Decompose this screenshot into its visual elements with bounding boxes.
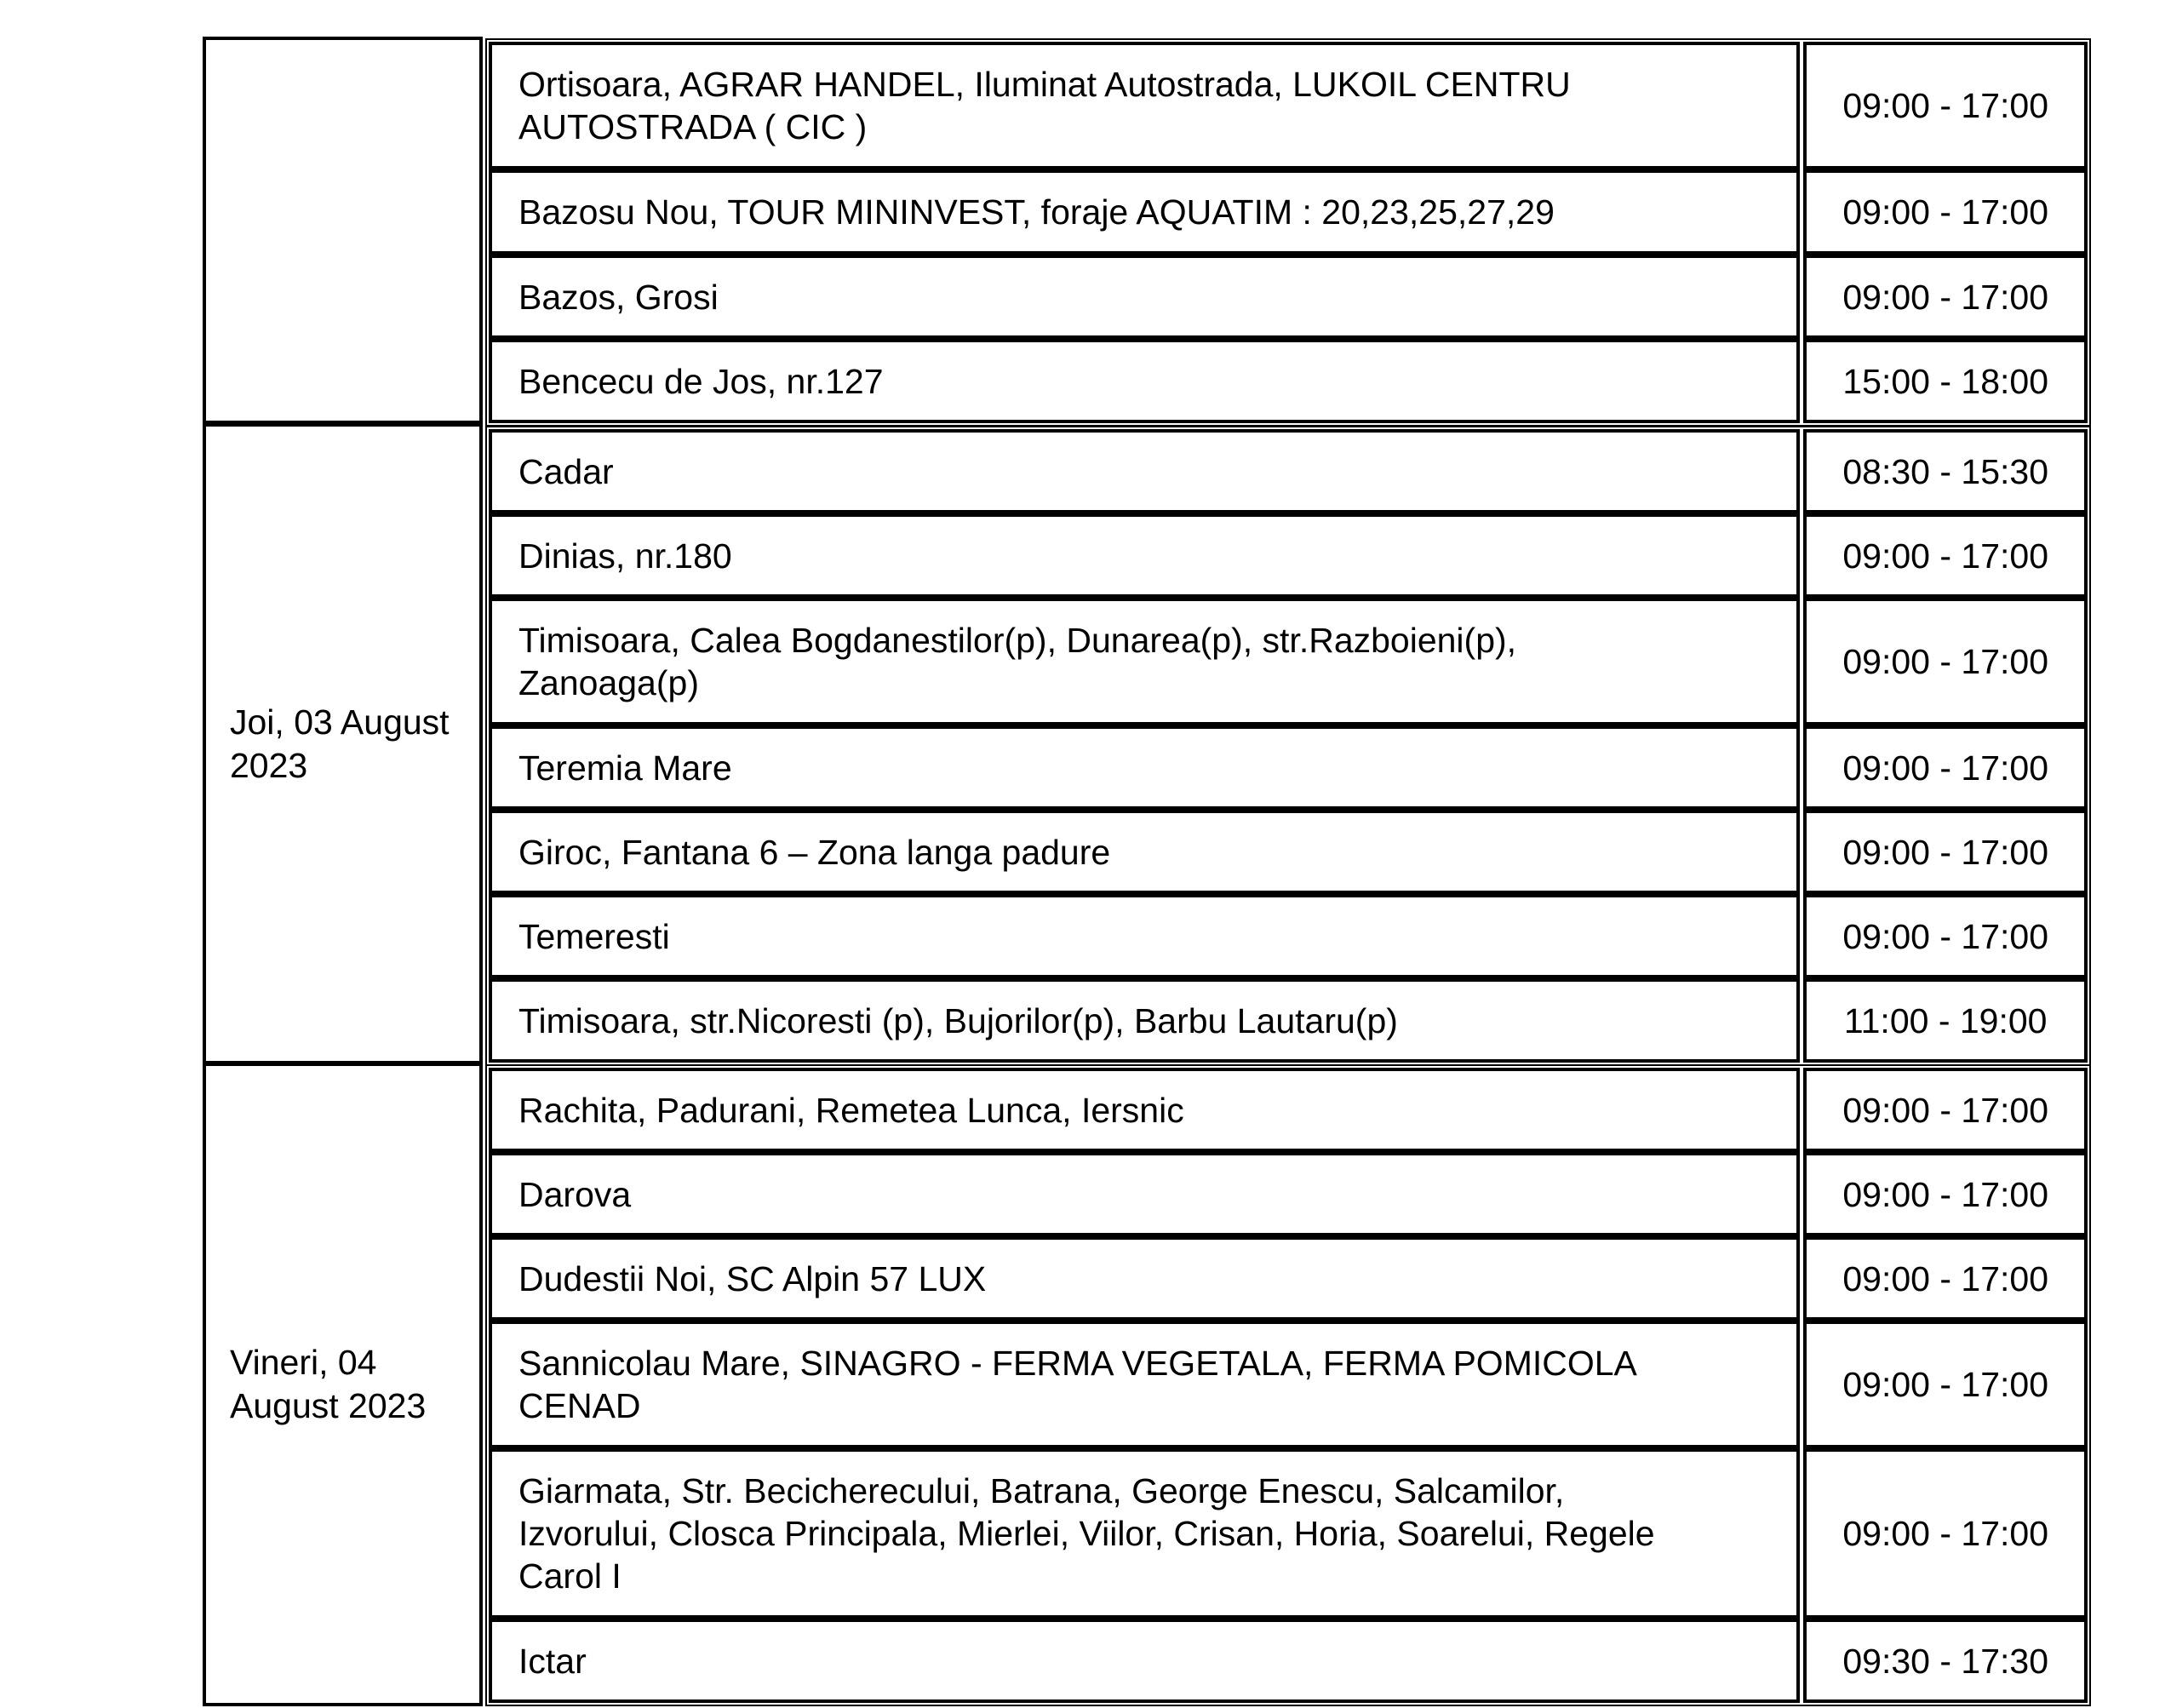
location-cell: Cadar <box>489 429 1800 513</box>
location-cell: Bazosu Nou, TOUR MININVEST, foraje AQUATIM : 20,23,25,27,29 <box>489 169 1800 255</box>
table-row <box>489 429 2088 513</box>
table-row <box>489 1448 2088 1619</box>
location-cell: Rachita, Padurani, Remetea Lunca, Iersnic <box>489 1068 1800 1152</box>
location-cell: Ortisoara, AGRAR HANDEL, Iluminat Autostrada, LUKOIL CENTRU AUTOSTRADA ( CIC ) <box>489 42 1800 169</box>
table-row <box>489 1152 2088 1236</box>
location-cell: Dudestii Noi, SC Alpin 57 LUX <box>489 1236 1800 1321</box>
time-cell: 09:00 - 17:00 <box>1803 1152 2088 1236</box>
table-row <box>489 42 2088 169</box>
location-cell: Darova <box>489 1152 1800 1236</box>
time-cell: 09:00 - 17:00 <box>1803 513 2088 598</box>
time-cell: 09:00 - 17:00 <box>1803 894 2088 978</box>
day-cell <box>203 37 483 424</box>
day-label: Joi, 03 August 2023 <box>230 702 450 785</box>
table-row <box>489 978 2088 1063</box>
time-cell: 09:00 - 17:00 <box>1803 1236 2088 1321</box>
table-row <box>489 1619 2088 1703</box>
location-cell: Ictar <box>489 1619 1800 1703</box>
table-row <box>489 810 2088 894</box>
day-cell <box>203 1063 483 1706</box>
time-cell: 09:00 - 17:00 <box>1803 598 2088 725</box>
time-cell: 09:00 - 17:00 <box>1803 255 2088 339</box>
day-label: Vineri, 04 August 2023 <box>230 1343 427 1425</box>
location-cell: Giroc, Fantana 6 – Zona langa padure <box>489 810 1800 894</box>
table-row <box>489 513 2088 598</box>
time-cell: 09:00 - 17:00 <box>1803 1448 2088 1619</box>
location-cell: Bazos, Grosi <box>489 255 1800 339</box>
location-cell: Dinias, nr.180 <box>489 513 1800 598</box>
time-cell: 08:30 - 15:30 <box>1803 429 2088 513</box>
location-cell: Teremia Mare <box>489 725 1800 810</box>
time-cell: 11:00 - 19:00 <box>1803 978 2088 1063</box>
time-cell: 09:00 - 17:00 <box>1803 810 2088 894</box>
table-row <box>489 339 2088 423</box>
table-row <box>489 894 2088 978</box>
table-row <box>489 1236 2088 1321</box>
day-cell <box>203 423 483 1064</box>
time-cell: 09:00 - 17:00 <box>1803 169 2088 255</box>
table-row <box>489 598 2088 725</box>
schedule-group <box>485 38 2091 427</box>
table-row <box>489 1321 2088 1448</box>
time-cell: 09:30 - 17:30 <box>1803 1619 2088 1703</box>
time-cell: 09:00 - 17:00 <box>1803 1321 2088 1448</box>
time-cell: 09:00 - 17:00 <box>1803 725 2088 810</box>
location-cell: Timisoara, str.Nicoresti (p), Bujorilor(p), Barbu Lautaru(p) <box>489 978 1800 1063</box>
location-cell: Bencecu de Jos, nr.127 <box>489 339 1800 423</box>
table-row <box>489 169 2088 255</box>
location-cell: Temeresti <box>489 894 1800 978</box>
schedule-group <box>485 1064 2091 1706</box>
location-cell: Sannicolau Mare, SINAGRO - FERMA VEGETALA, FERMA POMICOLA CENAD <box>489 1321 1800 1448</box>
time-cell: 15:00 - 18:00 <box>1803 339 2088 423</box>
table-row <box>489 1068 2088 1152</box>
time-cell: 09:00 - 17:00 <box>1803 1068 2088 1152</box>
schedule-group <box>485 426 2091 1066</box>
time-cell: 09:00 - 17:00 <box>1803 42 2088 169</box>
location-cell: Giarmata, Str. Becicherecului, Batrana, George Enescu, Salcamilor, Izvorului, Closca Principala, Mierlei, Viilor, Crisan, Horia, Soarelui, Regele Carol I <box>489 1448 1800 1619</box>
table-row <box>489 725 2088 810</box>
location-cell: Timisoara, Calea Bogdanestilor(p), Dunarea(p), str.Razboieni(p), Zanoaga(p) <box>489 598 1800 725</box>
table-row <box>489 255 2088 339</box>
